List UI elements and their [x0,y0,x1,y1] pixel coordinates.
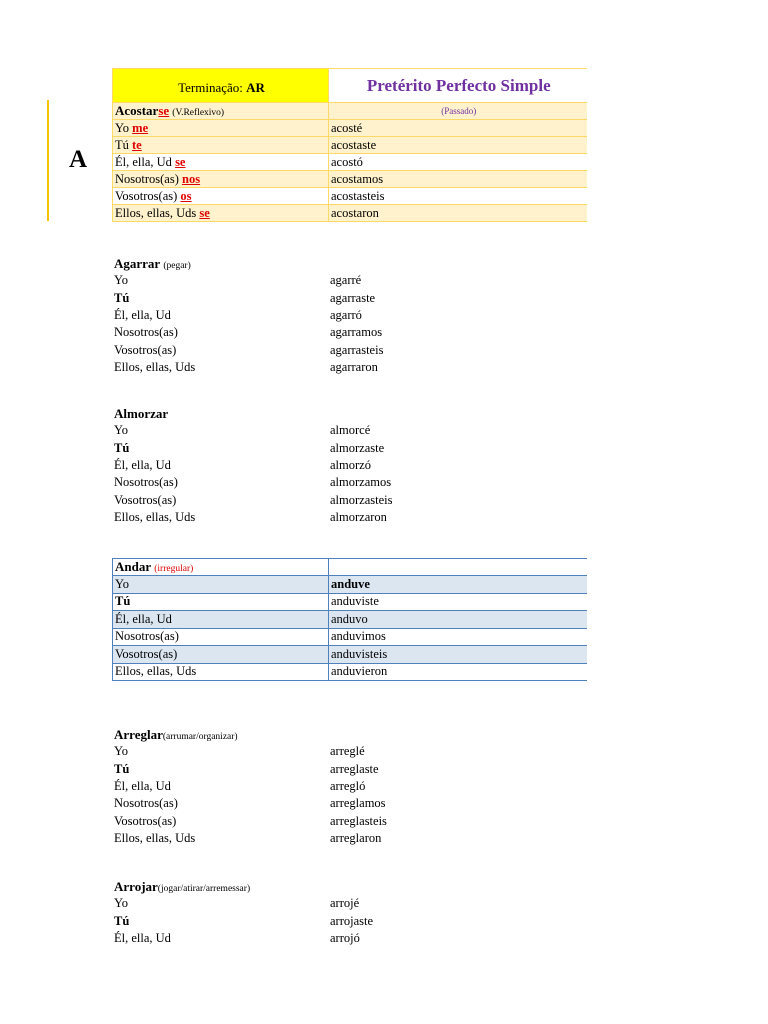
subject-cell: Nosotros(as) [114,325,178,340]
verb-title-row [112,255,586,272]
termination-label: Terminação: [178,80,243,95]
reflexive-pronoun: se [175,154,186,169]
subject-cell [113,120,329,137]
table-row [113,154,587,171]
conjugation-cell: arreglaron [330,831,382,846]
subject-cell [112,439,328,456]
subject: Tú [114,761,130,776]
conjugation-cell: acostaste [329,137,587,154]
verb-note: (jogar/atirar/arremessar) [157,883,251,894]
conjugation-cell: anduvo [329,611,587,629]
subject-cell: Vosotros(as) [114,342,177,357]
table-row [112,439,586,456]
subject-cell [113,188,329,205]
conjugation-cell: acostasteis [329,188,587,205]
reflexive-pronoun: te [132,137,142,152]
table-row [113,646,587,664]
table-row [113,205,587,222]
subject: Tú [114,913,130,928]
table-row [112,743,586,760]
conjugation-cell: agarraste [330,290,376,305]
subject-cell: Ellos, ellas, Uds [114,831,196,846]
left-margin-rule [47,100,49,221]
subject-cell: Él, ella, Ud [114,778,171,793]
verb-name: Agarrar [114,255,161,271]
subject-cell: Él, ella, Ud [114,457,171,472]
subject: Yo [115,120,130,135]
section-letter: A [69,146,88,173]
verb-name: Arrojar [114,878,158,894]
conjugation-cell: almorzaste [330,440,385,455]
subject-cell: Ellos, ellas, Uds [113,663,329,681]
conjugation-cell: almorzamos [330,475,392,490]
subject-cell: Él, ella, Ud [114,930,171,945]
verb-title-cell [112,255,586,272]
table-header-row [113,69,587,103]
reflexive-pronoun: os [180,188,192,203]
verb-name: Acostar [115,103,159,118]
subject-cell [112,912,328,929]
subject-cell: Él, ella, Ud [113,611,329,629]
subject-cell: Él, ella, Ud [114,307,171,322]
conjugation-cell: arrojaste [330,913,374,928]
table-row [112,422,586,439]
table-row [112,795,586,812]
conjugation-cell: anduvisteis [329,646,587,664]
subject-cell [113,171,329,188]
conjugation-cell: acostó [329,154,587,171]
termination-header [113,69,329,103]
verb-title-row [112,878,586,895]
subject: Tú [115,594,131,609]
table-row [112,813,586,830]
table-row [112,830,586,847]
conjugation-cell: arreglaste [330,761,379,776]
subject-cell: Nosotros(as) [113,628,329,646]
subject-cell: Vosotros(as) [113,646,329,664]
conjugation-cell: arreglasteis [330,813,387,828]
subject: Ellos, ellas, Uds [115,205,197,220]
verb-subheader-row [113,103,587,120]
conjugation-cell: acostamos [329,171,587,188]
table-row [112,307,586,324]
conjugation-cell: agarré [330,273,362,288]
subject-cell: Yo [114,273,129,288]
subject-cell: Nosotros(as) [114,796,178,811]
conjugation-cell: anduviste [329,593,587,611]
table-row [113,576,587,594]
reflexive-pronoun: se [199,205,210,220]
verb-title-cell [112,726,586,743]
table-row [113,137,587,154]
conjugation-cell: arrojó [330,930,360,945]
table-row [112,509,586,526]
table-row [113,611,587,629]
conjugation-cell: agarramos [330,325,383,340]
subject-cell [113,205,329,222]
table-row [113,628,587,646]
table-row [113,663,587,681]
conjugation-cell: acostaron [329,205,587,222]
conjugation-cell: agarrasteis [330,342,384,357]
subject-cell [112,289,328,306]
verb-title-row [112,405,586,422]
subject: Nosotros(as) [115,171,179,186]
verb-name: Almorzar [114,405,169,421]
subject: Tú [114,440,130,455]
table-row [113,593,587,611]
tense-title: Pretérito Perfecto Simple [329,69,587,103]
table-row [113,120,587,137]
conjugation-cell: almorzaron [330,510,387,525]
subject-cell: Ellos, ellas, Uds [114,360,196,375]
table-row [112,289,586,306]
subject: Tú [114,290,130,305]
subject-cell [113,137,329,154]
conjugation-cell: anduve [329,576,587,594]
table-row [112,272,586,289]
conjugation-cell: arrojé [330,896,360,911]
subject: Vosotros(as) [115,188,178,203]
verb-note: (V.Reflexivo) [172,108,225,118]
subject: Él, ella, Ud [115,154,172,169]
table-row [112,457,586,474]
subject-cell: Ellos, ellas, Uds [114,510,196,525]
almorzar-table [112,405,586,526]
table-row [112,930,586,947]
subject-cell [113,593,329,611]
verb-note: (arrumar/organizar) [162,731,238,742]
arreglar-table [112,726,586,847]
table-row [112,474,586,491]
reflexive-pronoun: nos [182,171,201,186]
conjugation-cell: arreglamos [330,796,386,811]
subject-cell: Vosotros(as) [114,492,177,507]
subject-cell: Yo [114,423,129,438]
verb-title-cell [112,878,586,895]
subject-cell [113,154,329,171]
table-row [112,760,586,777]
conjugation-cell: acosté [329,120,587,137]
conjugation-cell: almorzasteis [330,492,393,507]
verb-title-cell [113,103,329,120]
table-row [112,895,586,912]
table-row [112,324,586,341]
verb-note: (irregular) [154,564,194,574]
subject-cell: Yo [114,744,129,759]
reflexive-pronoun: me [132,120,149,135]
reflexive-suffix: se [158,103,170,118]
verb-note: (pegar) [163,260,191,271]
table-row [113,188,587,205]
subject-cell: Yo [114,896,129,911]
verb-title-row [113,559,587,576]
termination-value: AR [246,80,265,95]
subject-cell: Yo [113,576,329,594]
table-row [112,359,586,376]
conjugation-cell: almorcé [330,423,371,438]
andar-table [112,558,587,681]
subject: Tú [115,137,129,152]
verb-title-row [112,726,586,743]
table-row [112,912,586,929]
verb-name: Andar [115,559,152,574]
passado-label: (Passado) [329,103,587,120]
conjugation-cell: anduvimos [329,628,587,646]
agarrar-table [112,255,586,376]
table-row [112,778,586,795]
conjugation-cell: agarró [330,307,362,322]
verb-title-cell [112,405,586,422]
subject-cell: Nosotros(as) [114,475,178,490]
table-row [112,342,586,359]
table-row [113,171,587,188]
arrojar-table [112,878,586,947]
subject-cell: Vosotros(as) [114,813,177,828]
subject-cell [112,760,328,777]
conjugation-cell: almorzó [330,457,371,472]
conjugation-cell: agarraron [330,360,378,375]
empty-cell [329,559,587,576]
verb-title-cell [113,559,329,576]
conjugation-cell: anduvieron [329,663,587,681]
acostarse-table [112,68,587,222]
table-row [112,492,586,509]
conjugation-cell: arreglé [330,744,365,759]
verb-name: Arreglar [114,726,163,742]
conjugation-cell: arregló [330,778,366,793]
